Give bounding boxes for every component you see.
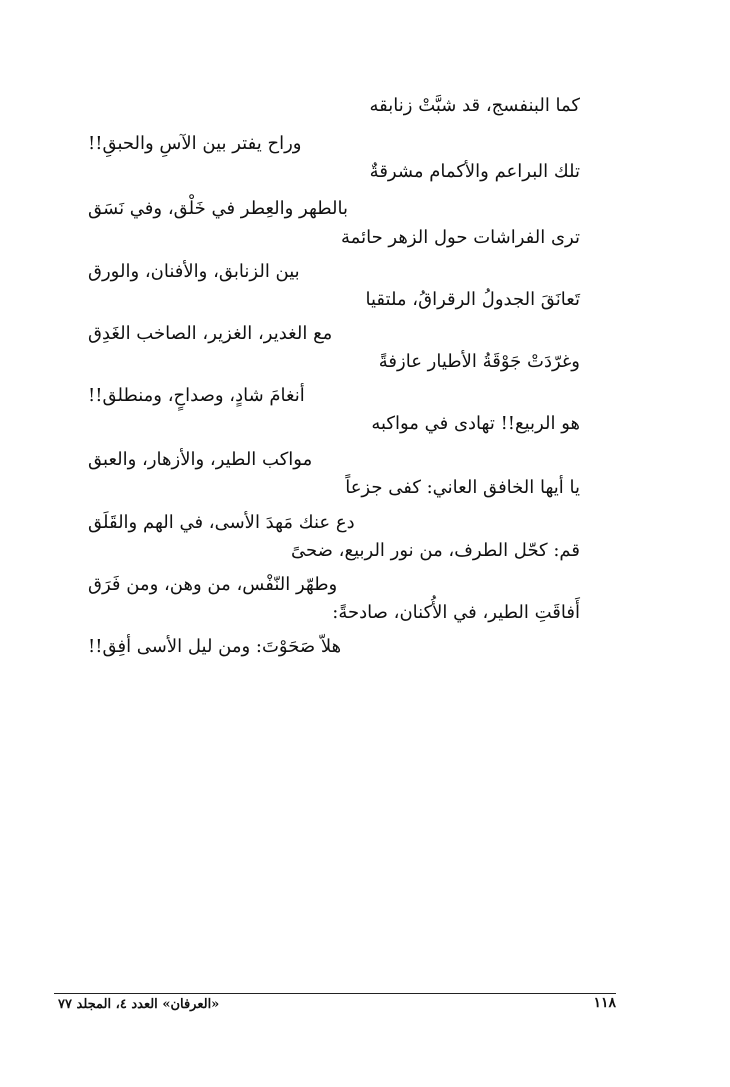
verse-line: قم: كحّل الطرف، من نور الربيع، ضحىً	[291, 540, 580, 561]
verse-line: كما البنفسج، قد شبَّتْ زنابقه	[369, 95, 580, 116]
verse-line: مواكب الطير، والأزهار، والعبق	[88, 449, 313, 470]
verse-line: مع الغدير، الغزير، الصاخب الغَدِق	[88, 323, 333, 344]
verse-line: وغرّدَتْ جَوْقَةُ الأطيار عازفةً	[378, 351, 580, 372]
verse-line: أنغامَ شادٍ، وصداحٍ، ومنطلق!!	[88, 385, 305, 406]
verse-line: يا أيها الخافق العاني: كفى جزعاً	[345, 477, 580, 498]
verse-line: هلاّ صَحَوْتَ: ومن ليل الأسى أفِق!!	[88, 636, 342, 657]
verse-line: وطهّر النّفْس، من وهن، ومن فَرَق	[88, 574, 338, 595]
verse-line: أَفاقَتِ الطير، في الأُكنان، صادحةً:	[332, 602, 580, 623]
verse-line: بين الزنابق، والأفنان، والورق	[88, 261, 300, 282]
verse-line: تلك البراعم والأكمام مشرقةٌ	[369, 161, 580, 182]
verse-line: بالطهر والعِطر في خَلْق، وفي نَسَق	[88, 198, 349, 219]
footer-journal-title: «العرفان» العدد ٤، المجلد ٧٧	[58, 997, 220, 1012]
verse-line: وراح يفتر بين الآسِ والحبقِ!!	[88, 133, 302, 154]
verse-line: تَعانَقَ الجدولُ الرقراقُ، ملتقيا	[365, 289, 580, 310]
verse-line: ترى الفراشات حول الزهر حائمة	[341, 227, 580, 248]
verse-line: دع عنك مَهدَ الأسى، في الهم والقَلَق	[88, 512, 355, 533]
verse-line: هو الربيع!! تهادى في مواكبه	[371, 413, 580, 434]
page-number: ١١٨	[593, 995, 616, 1011]
footer-divider	[54, 993, 616, 994]
